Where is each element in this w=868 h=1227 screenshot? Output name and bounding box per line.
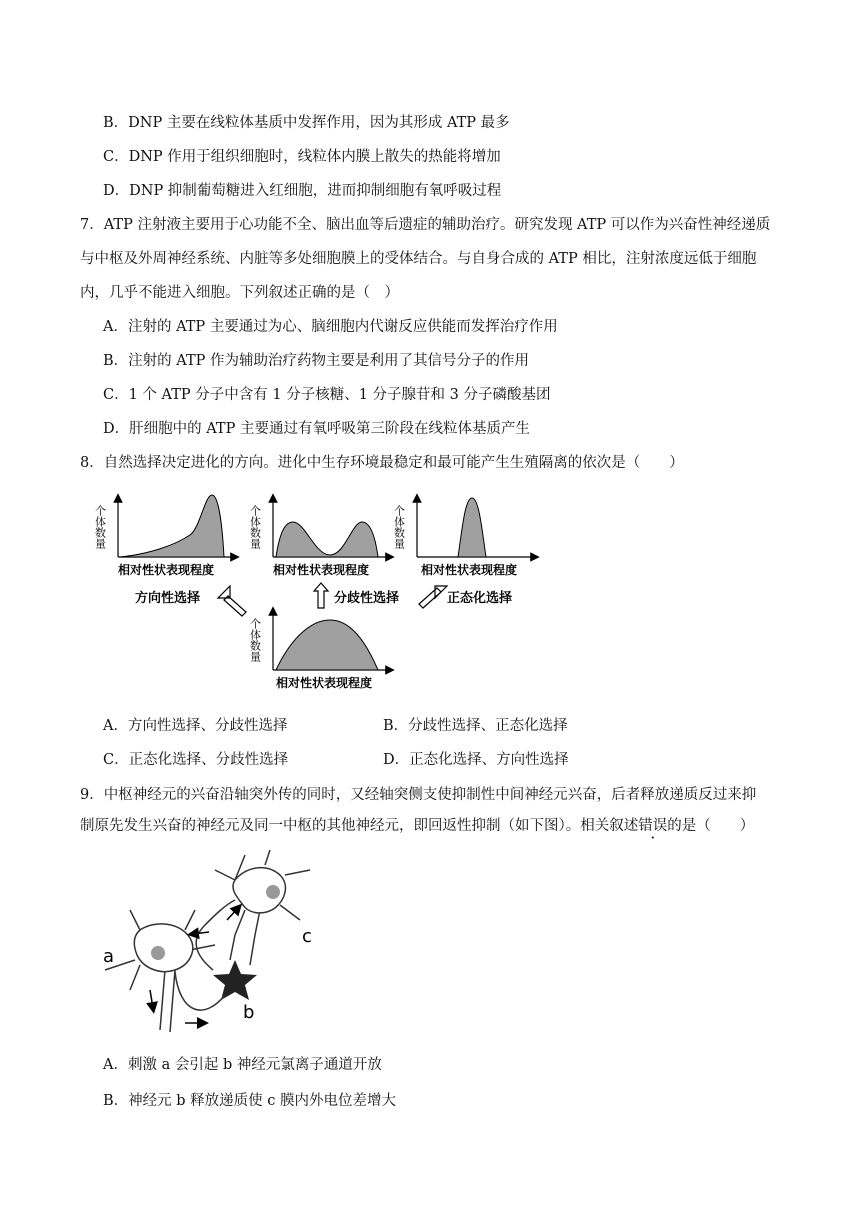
q6-option-b: B．DNP 主要在线粒体基质中发挥作用，因为其形成 ATP 最多 <box>103 115 510 131</box>
q7-stem-line-1: 7．ATP 注射液主要用于心功能不全、脑出血等后遗症的辅助治疗。研究发现 ATP 可以作为兴奋性神经递质 <box>80 217 771 233</box>
q7-stem-line-2: 与中枢及外周神经系统、内脏等多处细胞膜上的受体结合。与自身合成的 ATP 相比，注射浓度远低于细胞 <box>80 251 757 267</box>
label-c: c <box>302 926 312 947</box>
label-a: a <box>103 946 115 967</box>
neuron-a <box>105 910 215 1032</box>
q8-option-b: B．分歧性选择、正态化选择 <box>383 718 568 734</box>
label-disruptive: 分歧性选择 <box>334 591 400 606</box>
label-directional: 方向性选择 <box>135 591 201 606</box>
q8-option-d: D．正态化选择、方向性选择 <box>383 752 569 768</box>
arrow-down-a <box>150 990 153 1008</box>
q9-stem-line-2 <box>80 816 754 836</box>
neuron-c-nucleus <box>266 885 280 899</box>
arrow-to-a <box>193 932 209 934</box>
q7-option-c: C．1 个 ATP 分子中含有 1 分子核糖、1 分子腺苷和 3 分子磷酸基团 <box>103 387 551 403</box>
q9-stem-line-1: 9．中枢神经元的兴奋沿轴突外传的同时，又经轴突侧支使抑制性中间神经元兴奋，后者释放递质反过来抑 <box>80 787 757 803</box>
q9-emphasis-wrong: 错误 <box>638 818 668 834</box>
q7-stem-line-3: 内，几乎不能进入细胞。下列叙述正确的是（ ） <box>80 285 399 301</box>
xlabel-2: 相对性状表现程度 <box>273 563 370 577</box>
arrow-to-c <box>227 908 238 920</box>
recurrent-inhibition-figure <box>95 850 335 1040</box>
selection-types-figure <box>90 490 550 700</box>
q8-option-a: A．方向性选择、分歧性选择 <box>103 718 288 734</box>
q8-option-c: C．正态化选择、分歧性选择 <box>103 752 289 768</box>
q6-option-d: D．DNP 抑制葡萄糖进入红细胞，进而抑制细胞有氧呼吸过程 <box>103 183 502 199</box>
q7-option-a: A．注射的 ATP 主要通过为心、脑细胞内代谢反应供能而发挥治疗作用 <box>103 319 558 335</box>
graph-original <box>249 611 391 690</box>
q9-stem-text: 制原先发生兴奋的神经元及同一中枢的其他神经元，即回返性抑制（如下图）。相关叙述 <box>80 818 639 834</box>
xlabel-4: 相对性状表现程度 <box>276 676 373 690</box>
ylabel-2: 个体数量 <box>248 505 262 549</box>
hollow-arrow-left-icon <box>218 586 246 616</box>
q8-stem: 8．自然选择决定进化的方向。进化中生存环境最稳定和最可能产生生殖隔离的依次是（ ） <box>80 455 684 471</box>
q9-option-b: B．神经元 b 释放递质使 c 膜内外电位差增大 <box>103 1093 396 1109</box>
q6-option-c: C．DNP 作用于组织细胞时，线粒体内膜上散失的热能将增加 <box>103 149 501 165</box>
q9-option-a: A．刺激 a 会引起 b 神经元氯离子通道开放 <box>103 1057 382 1073</box>
hollow-arrow-right-icon <box>419 586 447 608</box>
q9-stem-end: 的是（ ） <box>667 818 755 834</box>
xlabel-3: 相对性状表现程度 <box>421 563 518 577</box>
neuron-c <box>215 850 310 965</box>
q7-option-b: B．注射的 ATP 作为辅助治疗药物主要是利用了其信号分子的作用 <box>103 353 529 369</box>
label-stabilizing: 正态化选择 <box>447 591 513 606</box>
ylabel-3: 个体数量 <box>392 505 406 549</box>
hollow-arrow-up-icon <box>314 583 328 608</box>
graph-stabilizing <box>393 498 536 577</box>
ylabel-4: 个体数量 <box>248 618 262 662</box>
q7-option-d: D．肝细胞中的 ATP 主要通过有氧呼吸第三阶段在线粒体基质产生 <box>103 421 530 437</box>
graph-directional <box>94 495 236 577</box>
ylabel-1: 个体数量 <box>93 505 107 549</box>
xlabel-1: 相对性状表现程度 <box>118 563 215 577</box>
graph-disruptive <box>249 498 391 577</box>
label-b: b <box>243 1002 255 1023</box>
interneuron-b-star <box>213 960 257 1000</box>
neuron-a-nucleus <box>151 946 165 960</box>
